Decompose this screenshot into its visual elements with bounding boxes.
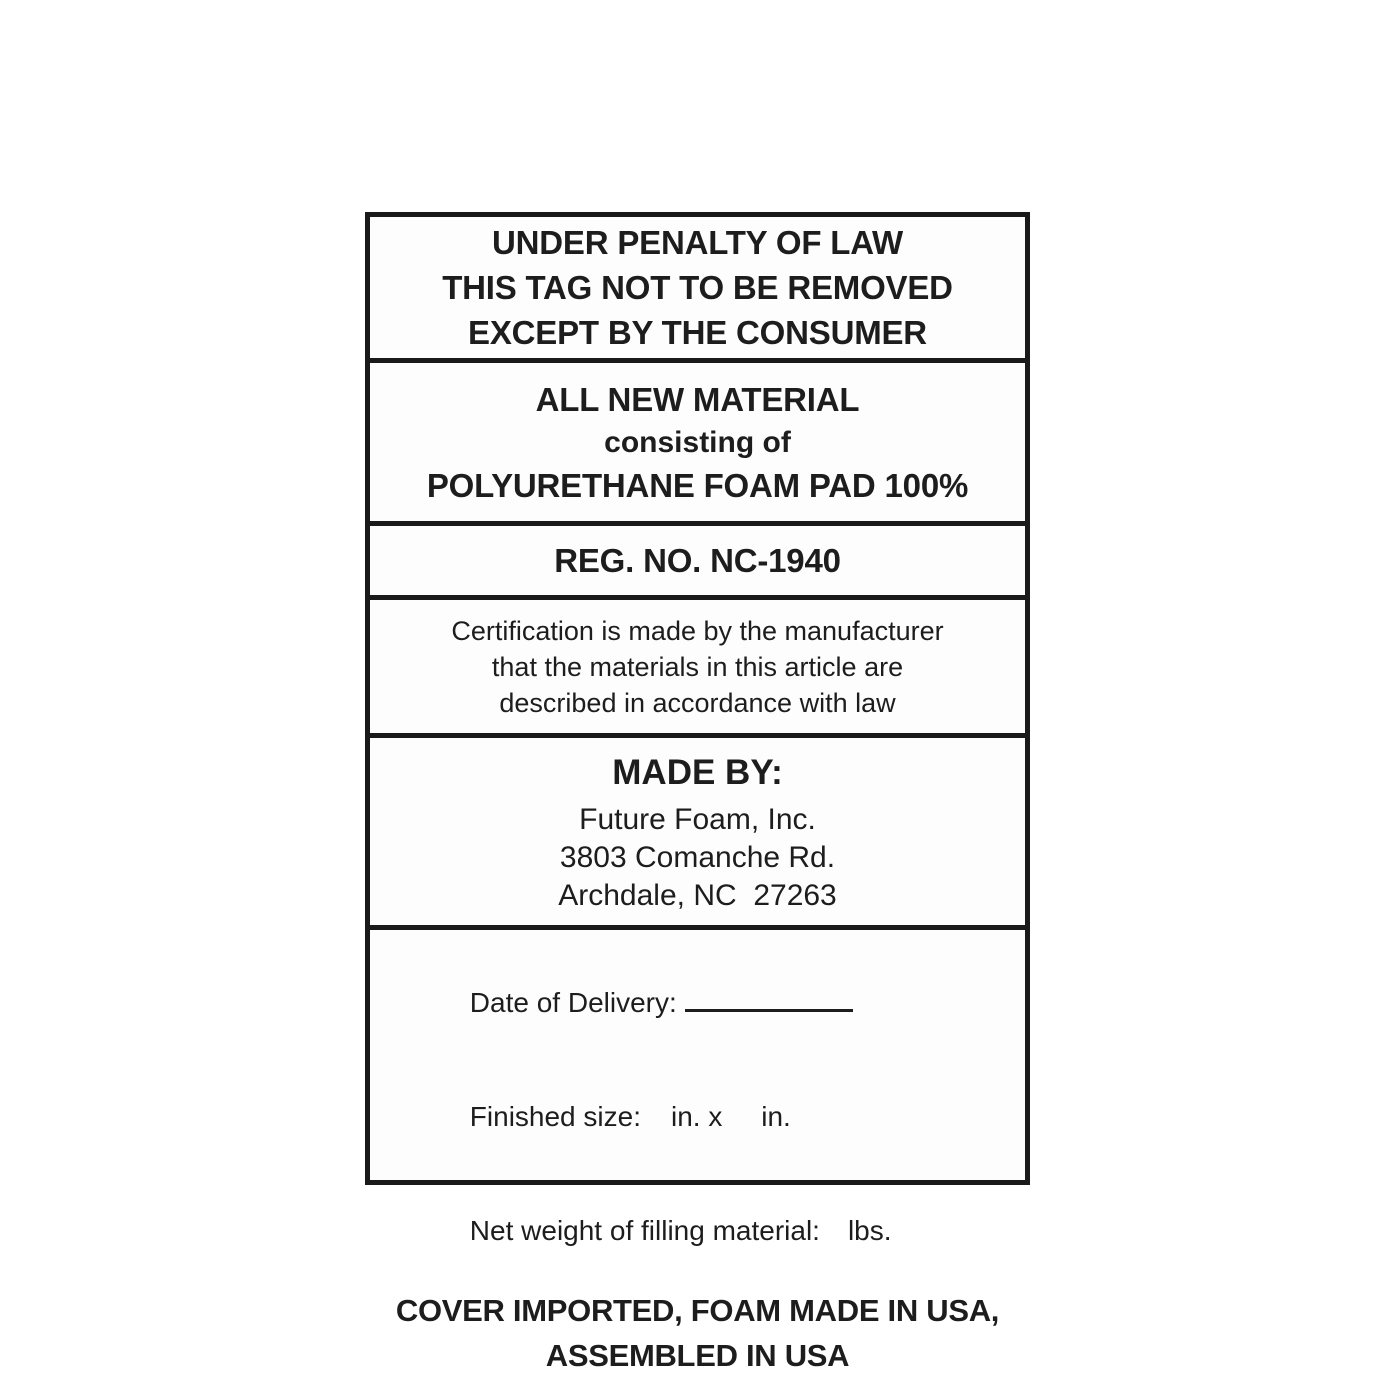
net-weight-line xyxy=(392,1174,1013,1288)
manufacturer-city-state-zip: Archdale, NC 27263 xyxy=(558,878,837,912)
net-weight-label: Net weight of filling material: xyxy=(469,1215,820,1246)
made-by-section xyxy=(370,738,1025,930)
origin-line-1: COVER IMPORTED, FOAM MADE IN USA, xyxy=(395,1293,1000,1328)
origin-statement xyxy=(370,1288,1025,1380)
fill-in-block xyxy=(370,946,1025,1288)
registration-section xyxy=(370,526,1025,600)
manufacturer-street: 3803 Comanche Rd. xyxy=(559,840,836,874)
penalty-section xyxy=(370,217,1025,363)
certification-line-3: described in accordance with law xyxy=(499,687,896,718)
date-of-delivery-line xyxy=(392,946,1013,1060)
material-section xyxy=(370,363,1025,526)
certification-line-1: Certification is made by the manufacturer xyxy=(451,615,944,646)
date-of-delivery-blank xyxy=(685,987,853,1012)
manufacturer-name: Future Foam, Inc. xyxy=(579,802,816,836)
finished-size-line xyxy=(392,1060,1013,1174)
penalty-line-2: THIS TAG NOT TO BE REMOVED xyxy=(442,269,953,306)
certification-section xyxy=(370,600,1025,738)
origin-line-2: ASSEMBLED IN USA xyxy=(545,1338,850,1373)
penalty-line-1: UNDER PENALTY OF LAW xyxy=(492,224,903,261)
certification-line-2: that the materials in this article are xyxy=(491,651,904,682)
material-content: POLYURETHANE FOAM PAD 100% xyxy=(426,466,969,504)
finished-size-units: in. x in. xyxy=(670,1101,791,1132)
date-of-delivery-label: Date of Delivery: xyxy=(469,987,677,1018)
registration-number: REG. NO. NC-1940 xyxy=(554,542,841,579)
delivery-and-origin-section xyxy=(370,930,1025,1394)
finished-size-label: Finished size: xyxy=(469,1101,641,1132)
material-title: ALL NEW MATERIAL xyxy=(535,380,860,418)
net-weight-units: lbs. xyxy=(847,1215,892,1246)
penalty-line-3: EXCEPT BY THE CONSUMER xyxy=(468,314,927,351)
material-consisting-of: consisting of xyxy=(604,425,791,459)
made-by-heading: MADE BY: xyxy=(612,752,783,792)
law-tag-label xyxy=(365,212,1030,1373)
